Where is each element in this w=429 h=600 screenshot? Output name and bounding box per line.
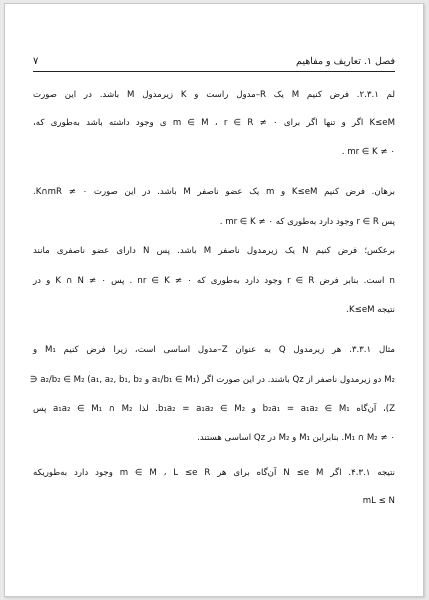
proof-line-3: برعکس؛ فرض کنیم N یک زیرمدول ناصفر M باشد. پس N دارای عضو ناصفری مانند: [33, 246, 396, 256]
example-line-3: Z)، آن‌گاه b₂a₁ = a₁a₂ ∈ M₁ و b₁a₂ = a₁a₂ ∈ M₂. لذا a₁a₂ ∈ M₁ ∩ M₂ پس: [33, 404, 395, 414]
proof-line-2: پس r ∈ R وجود دارد به‌طوری که ۰ ≠ mr ∈ K .: [219, 217, 395, 227]
example-line-2: M₂ دو زیرمدول ناصفر از Qz باشند. در این صورت اگر (a₁/b₁ ∈ M₁ و a₂/b₂ ∈ M₂ (a₁, a₂, b₁, b₂ ∈: [29, 375, 395, 385]
header-rule: [33, 71, 395, 72]
example-line-4: ۰ ≠ M₁ ∩ M₂. بنابراین M₁ و M₂ در Qz اساسی هستند.: [197, 433, 395, 443]
lemma-line-2: K≤eM اگر و تنها اگر برای ۰ ≠ m ∈ M ، r ∈ R ی وجود داشته باشد به‌طوری که،: [33, 118, 395, 128]
example-line-1: مثال ۳.۳.۱. هر زیرمدول Q به عنوان Z–مدول اساسی است، زیرا فرض کنیم M₁ و: [33, 345, 395, 355]
lemma-line-3: ۰ ≠ mr ∈ K .: [341, 147, 395, 157]
corollary-line-2: mL ≤ N: [362, 496, 395, 506]
chapter-title: فصل ۱. تعاریف و مفاهیم: [296, 56, 395, 67]
page-number: ۷: [33, 56, 39, 67]
proof-line-5: نتیجه K≤eM.: [346, 305, 395, 315]
proof-line-4: n است. بنابر فرض r ∈ R وجود دارد به‌طوری که ۰ ≠ nr ∈ K . پس ۰ ≠ K ∩ N و در: [33, 276, 395, 286]
lemma-line-1: لم ۲.۳.۱. فرض کنیم M یک R–مدول راست و K زیرمدول M باشد. در این صورت: [33, 90, 395, 100]
corollary-line-1: نتیجه ۴.۳.۱. اگر N ≤e M آن‌گاه برای هر m ∈ M ، L ≤e R وجود دارد به‌طوریکه: [33, 468, 396, 478]
document-page: [4, 3, 424, 597]
page-header: [33, 56, 395, 67]
proof-line-1: برهان. فرض کنیم K≤eM و m یک عضو ناصفر M باشد. در این صورت ۰ ≠ K∩mR.: [33, 187, 396, 197]
